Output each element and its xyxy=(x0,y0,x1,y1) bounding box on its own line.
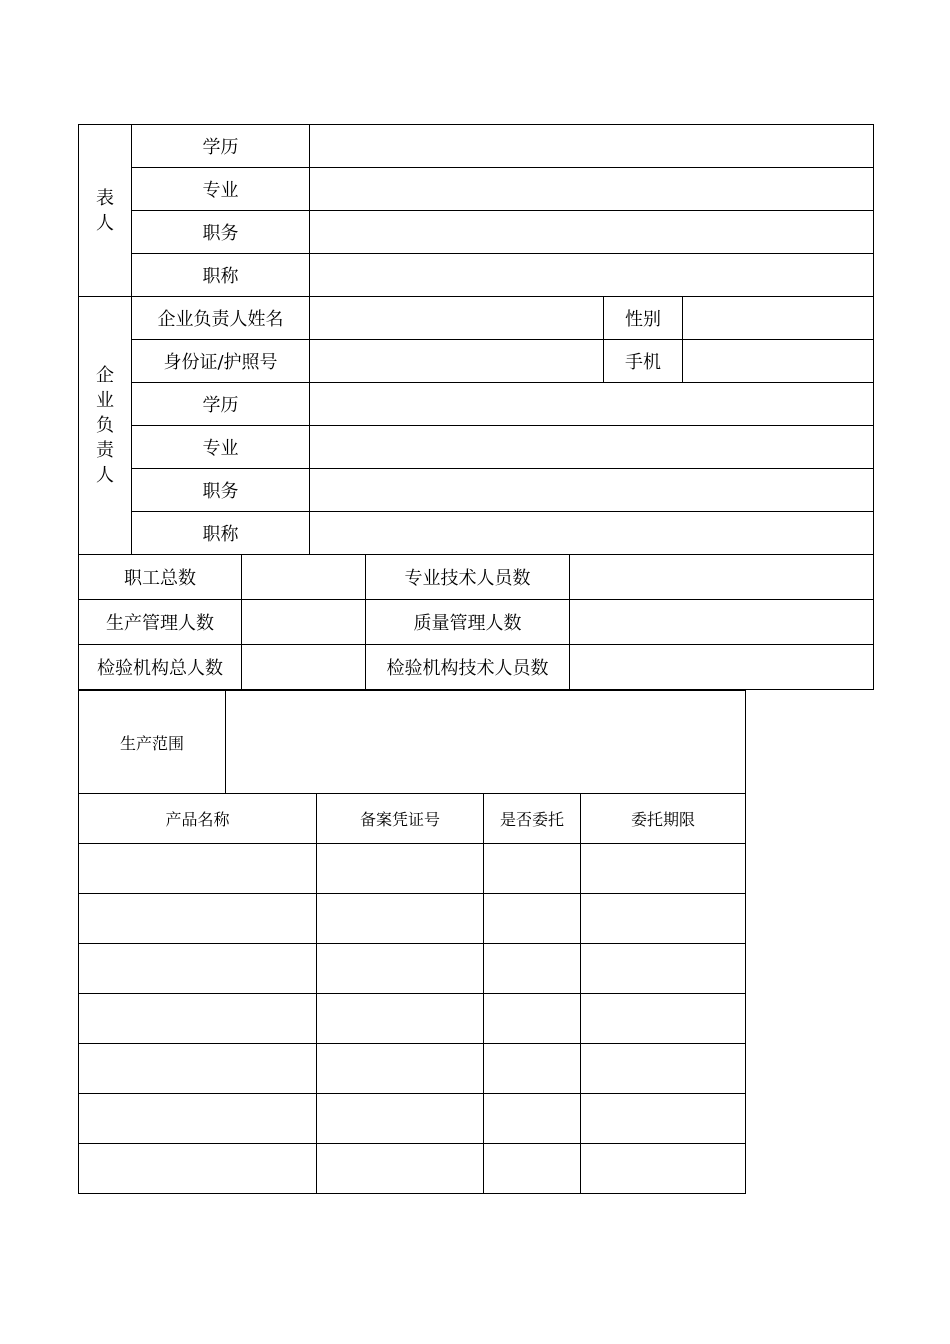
prod-mgmt-label: 生产管理人数 xyxy=(79,600,242,645)
product-name-cell[interactable] xyxy=(79,1144,317,1194)
inspect-total-label: 检验机构总人数 xyxy=(79,645,242,690)
leader-side-label: 企 业 负 责 人 xyxy=(79,297,132,555)
record-number-cell[interactable] xyxy=(317,1044,484,1094)
rep-title-label: 职称 xyxy=(132,254,310,297)
leader-major-field[interactable] xyxy=(310,426,874,469)
inspect-tech-field[interactable] xyxy=(570,645,874,690)
staff-row-1 xyxy=(79,555,874,600)
record-number-cell[interactable] xyxy=(317,1144,484,1194)
product-name-cell[interactable] xyxy=(79,944,317,994)
product-name-cell[interactable] xyxy=(79,844,317,894)
rep-row-position xyxy=(79,211,874,254)
header-entrust-period: 委托期限 xyxy=(581,794,746,844)
product-name-cell[interactable] xyxy=(79,994,317,1044)
scope-label: 生产范围 xyxy=(79,691,226,794)
entrust-period-cell[interactable] xyxy=(581,894,746,944)
inspect-tech-label: 检验机构技术人员数 xyxy=(366,645,570,690)
rep-major-field[interactable] xyxy=(310,168,874,211)
scope-row xyxy=(79,691,746,794)
leader-phone-field[interactable] xyxy=(683,340,874,383)
leader-major-label: 专业 xyxy=(132,426,310,469)
rep-education-field[interactable] xyxy=(310,125,874,168)
scope-field[interactable] xyxy=(226,691,746,794)
is-entrusted-cell[interactable] xyxy=(484,944,581,994)
table-row xyxy=(79,894,746,944)
scope-table xyxy=(78,690,746,794)
leader-row-major xyxy=(79,426,874,469)
is-entrusted-cell[interactable] xyxy=(484,844,581,894)
leader-row-position xyxy=(79,469,874,512)
rep-position-label: 职务 xyxy=(132,211,310,254)
rep-position-field[interactable] xyxy=(310,211,874,254)
entrust-period-cell[interactable] xyxy=(581,844,746,894)
is-entrusted-cell[interactable] xyxy=(484,1144,581,1194)
entrust-period-cell[interactable] xyxy=(581,1144,746,1194)
leader-name-field[interactable] xyxy=(310,297,604,340)
staff-row-2 xyxy=(79,600,874,645)
rep-side-label: 表 人 xyxy=(79,125,132,297)
record-number-cell[interactable] xyxy=(317,894,484,944)
rep-title-field[interactable] xyxy=(310,254,874,297)
leader-row-name xyxy=(79,297,874,340)
leader-position-field[interactable] xyxy=(310,469,874,512)
leader-gender-field[interactable] xyxy=(683,297,874,340)
tech-staff-field[interactable] xyxy=(570,555,874,600)
rep-row-title xyxy=(79,254,874,297)
products-header-row xyxy=(79,794,746,844)
table-row xyxy=(79,994,746,1044)
entrust-period-cell[interactable] xyxy=(581,994,746,1044)
leader-phone-label: 手机 xyxy=(604,340,683,383)
record-number-cell[interactable] xyxy=(317,994,484,1044)
product-name-cell[interactable] xyxy=(79,1044,317,1094)
leader-id-field[interactable] xyxy=(310,340,604,383)
rep-row-major xyxy=(79,168,874,211)
table-row xyxy=(79,1094,746,1144)
rep-row-education xyxy=(79,125,874,168)
leader-row-id xyxy=(79,340,874,383)
staff-count-table xyxy=(78,554,874,690)
tech-staff-label: 专业技术人员数 xyxy=(366,555,570,600)
table-row xyxy=(79,1144,746,1194)
table-row xyxy=(79,844,746,894)
record-number-cell[interactable] xyxy=(317,1094,484,1144)
leader-position-label: 职务 xyxy=(132,469,310,512)
table-row xyxy=(79,944,746,994)
personnel-table xyxy=(78,124,874,555)
is-entrusted-cell[interactable] xyxy=(484,1094,581,1144)
quality-mgmt-field[interactable] xyxy=(570,600,874,645)
header-is-entrusted: 是否委托 xyxy=(484,794,581,844)
is-entrusted-cell[interactable] xyxy=(484,1044,581,1094)
prod-mgmt-field[interactable] xyxy=(242,600,366,645)
leader-title-field[interactable] xyxy=(310,512,874,555)
inspect-total-field[interactable] xyxy=(242,645,366,690)
leader-row-title xyxy=(79,512,874,555)
leader-education-label: 学历 xyxy=(132,383,310,426)
product-name-cell[interactable] xyxy=(79,1094,317,1144)
record-number-cell[interactable] xyxy=(317,944,484,994)
product-name-cell[interactable] xyxy=(79,894,317,944)
record-number-cell[interactable] xyxy=(317,844,484,894)
rep-major-label: 专业 xyxy=(132,168,310,211)
entrust-period-cell[interactable] xyxy=(581,1094,746,1144)
header-record-number: 备案凭证号 xyxy=(317,794,484,844)
leader-name-label: 企业负责人姓名 xyxy=(132,297,310,340)
entrust-period-cell[interactable] xyxy=(581,944,746,994)
entrust-period-cell[interactable] xyxy=(581,1044,746,1094)
leader-row-education xyxy=(79,383,874,426)
leader-title-label: 职称 xyxy=(132,512,310,555)
leader-gender-label: 性别 xyxy=(604,297,683,340)
leader-id-label: 身份证/护照号 xyxy=(132,340,310,383)
is-entrusted-cell[interactable] xyxy=(484,894,581,944)
total-staff-label: 职工总数 xyxy=(79,555,242,600)
leader-education-field[interactable] xyxy=(310,383,874,426)
is-entrusted-cell[interactable] xyxy=(484,994,581,1044)
staff-row-3 xyxy=(79,645,874,690)
products-table xyxy=(78,793,746,1194)
table-row xyxy=(79,1044,746,1094)
total-staff-field[interactable] xyxy=(242,555,366,600)
quality-mgmt-label: 质量管理人数 xyxy=(366,600,570,645)
rep-education-label: 学历 xyxy=(132,125,310,168)
header-product-name: 产品名称 xyxy=(79,794,317,844)
